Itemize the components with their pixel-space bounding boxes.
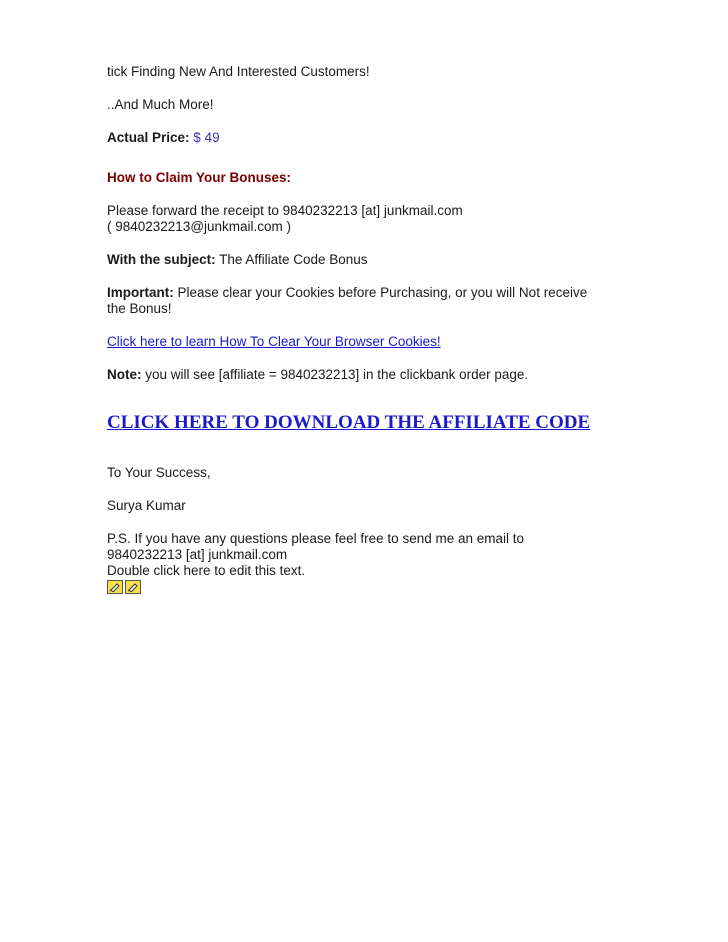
edit-toolbar [107,580,667,594]
author-name: Surya Kumar [107,498,186,513]
edit-pencil-icon[interactable] [107,580,123,594]
important-text-2: the Bonus! [107,301,172,316]
clear-cookies-link[interactable]: Click here to learn How To Clear Your Browser Cookies! [107,334,441,349]
forward-line-1: Please forward the receipt to 9840232213 [at] junkmail.com [107,203,463,218]
download-cta-line [107,411,667,435]
ps-line-1: P.S. If you have any questions please feel free to send me an email to [107,531,525,546]
subject-value: The Affiliate Code Bonus [219,252,368,267]
more-line: ..And Much More! [107,97,214,112]
cookies-line [107,334,667,350]
note-text: you will see [affiliate = 9840232213] in the clickbank order page. [145,367,529,382]
price-value: $ 49 [193,130,220,145]
forward-line-2: ( 9840232213@junkmail.com ) [107,219,292,234]
subject-label: With the subject: [107,252,216,267]
important-line [107,285,667,301]
edit-pencil-icon[interactable] [125,580,141,594]
download-affiliate-code-link[interactable]: CLICK HERE TO DOWNLOAD THE AFFILIATE CODE [107,412,591,433]
edit-hint[interactable]: Double click here to edit this text. [107,563,306,578]
price-line [107,130,667,146]
note-label: Note: [107,367,142,382]
note-line [107,367,667,383]
claim-heading: How to Claim Your Bonuses: [107,170,292,185]
document-body [107,64,667,594]
signoff: To Your Success, [107,465,211,480]
ps-line-2: 9840232213 [at] junkmail.com [107,547,288,562]
important-label: Important: [107,285,174,300]
subject-line [107,252,667,268]
price-label: Actual Price: [107,130,190,145]
important-text-1: Please clear your Cookies before Purchasing, or you will Not receive [177,285,588,300]
feature-line: tick Finding New And Interested Customers! [107,64,370,79]
